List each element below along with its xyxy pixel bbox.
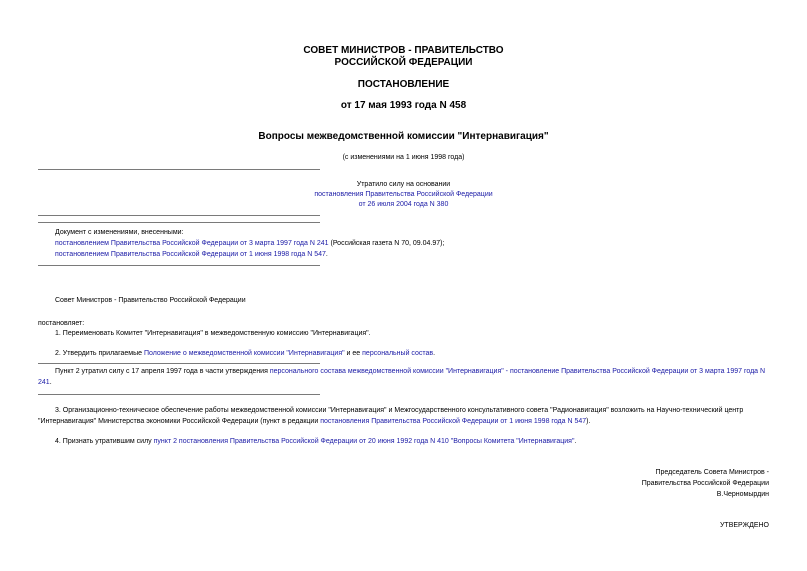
paragraph-text: и ее (344, 350, 363, 357)
changes-note: (с изменениями на 1 июня 1998 года) (342, 154, 465, 161)
approved-label: УТВЕРЖДЕНО (719, 522, 769, 529)
amendment-reference-link[interactable]: постановления Правительства Российской Федерации от 1 июня 1998 года N 547 (320, 418, 587, 425)
signatory-name: В.Черномырдин (716, 491, 769, 498)
repealed-item-link[interactable]: пункт 2 постановления Правительства Российской Федерации от 20 июня 1992 года N 410 "Вопросы Комитета "Интернавигация" (153, 438, 575, 445)
issuing-authority-line1: СОВЕТ МИНИСТРОВ - ПРАВИТЕЛЬСТВО (303, 45, 504, 56)
paragraph-text: 3. Организационно-техническое обеспечение работы межведомственной комиссии "Интернавигация" и Межгосударственного консультативного совета "Радионавигация" возложить на Научно-технический центр "Интернавигация" Министерства экономики Российской Федерации (пункт в редакции (38, 407, 744, 425)
punctuation: . (325, 251, 328, 258)
paragraph-text: 2. Утвердить прилагаемые (55, 350, 144, 357)
paragraph-2-note (38, 366, 770, 388)
paragraph-1: 1. Переименовать Комитет "Интернавигация" в межведомственную комиссию "Интернавигация". (55, 330, 371, 337)
divider (38, 222, 320, 223)
punctuation: ). (586, 418, 591, 425)
lost-force-link-date[interactable]: от 26 июля 2004 года N 380 (358, 201, 449, 208)
resolves-label: постановляет: (38, 320, 85, 327)
punctuation: . (574, 438, 577, 445)
paragraph-3 (38, 405, 770, 427)
punctuation: . (433, 350, 436, 357)
document-date: от 17 мая 1993 года N 458 (340, 100, 467, 111)
note-text: Пункт 2 утратил силу с 17 апреля 1997 года в части утверждения (55, 368, 270, 375)
issuing-authority-line2: РОССИЙСКОЙ ФЕДЕРАЦИИ (334, 57, 473, 68)
amendment-source: (Российская газета N 70, 09.04.97); (328, 240, 445, 247)
note-link[interactable]: персонального состава межведомственной комиссии "Интернавигация" - постановление Правительства Российской Федерации от 3 марта 1997 года N 241 (38, 368, 766, 386)
amendment-link[interactable]: постановлением Правительства Российской Федерации от 3 марта 1997 года N 241 (55, 240, 329, 247)
paragraph-text: 4. Признать утратившим силу (55, 438, 154, 445)
personnel-link[interactable]: персональный состав (362, 350, 434, 357)
divider (38, 394, 320, 395)
amendments-intro: Документ с изменениями, внесенными: (55, 229, 184, 236)
paragraph-4 (55, 436, 576, 447)
document-type: ПОСТАНОВЛЕНИЕ (357, 79, 450, 90)
lost-force-link[interactable]: постановления Правительства Российской Федерации (314, 191, 493, 198)
divider (38, 265, 320, 266)
document-title: Вопросы межведомственной комиссии "Интернавигация" (258, 131, 549, 142)
signatory-organization: Правительства Российской Федерации (641, 480, 769, 487)
lost-force-text: Утратило силу на основании (356, 181, 451, 188)
amendment-link[interactable]: постановлением Правительства Российской Федерации от 1 июня 1998 года N 547 (55, 251, 326, 258)
divider (38, 169, 320, 170)
council-name: Совет Министров - Правительство Российской Федерации (55, 297, 246, 304)
regulation-link[interactable]: Положение о межведомственной комиссии "Интернавигация" (143, 350, 345, 357)
amendment-item (55, 238, 444, 249)
divider (38, 215, 320, 216)
paragraph-2 (55, 348, 435, 359)
amendment-item (55, 249, 328, 260)
punctuation: . (49, 379, 52, 386)
signatory-title: Председатель Совета Министров - (655, 469, 769, 476)
divider (38, 363, 320, 364)
